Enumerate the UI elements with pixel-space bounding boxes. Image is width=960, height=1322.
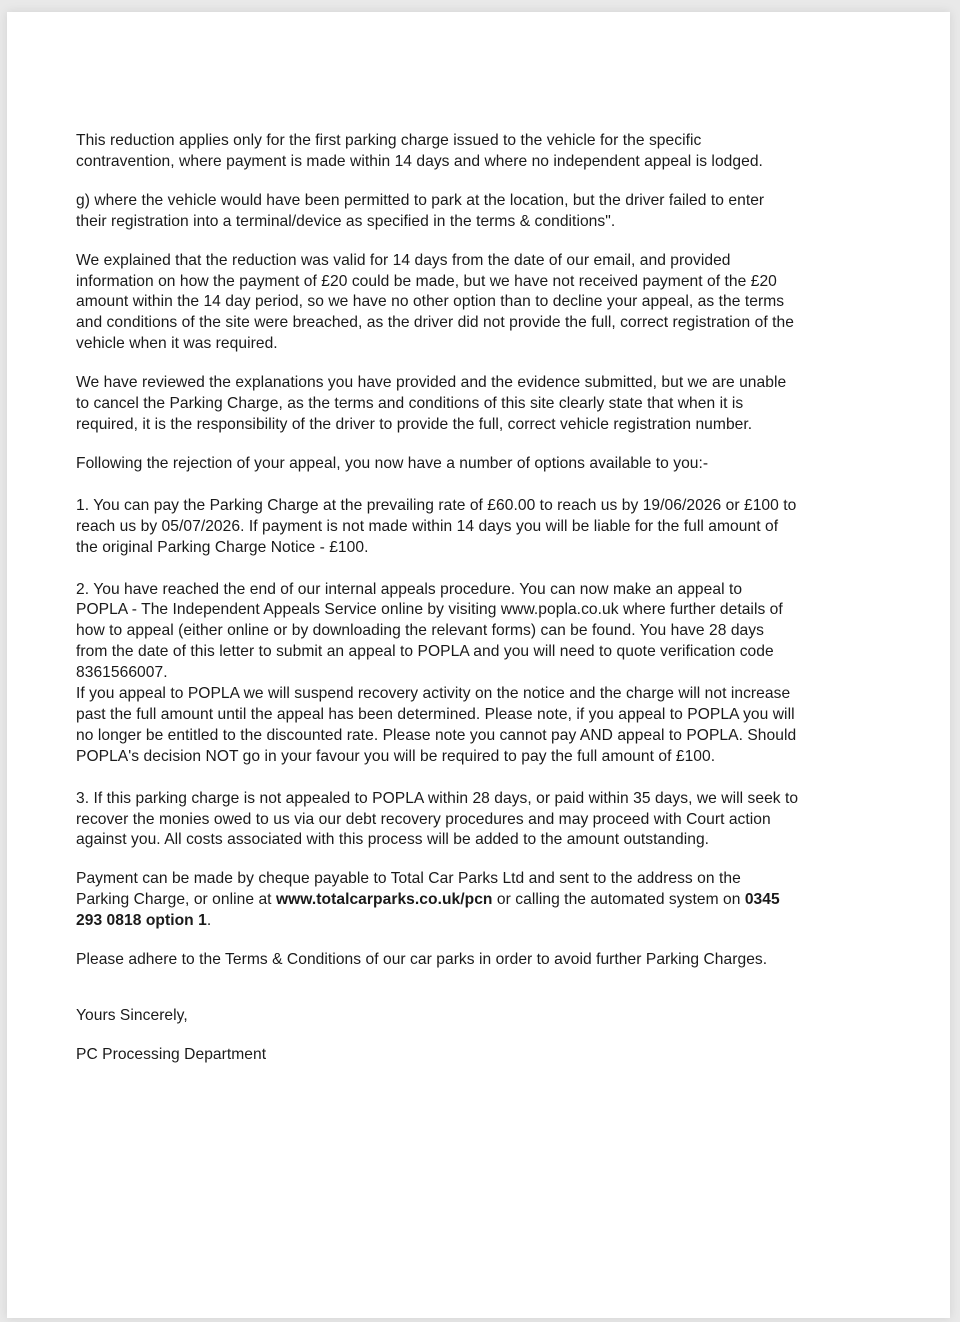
reduction-explanation-paragraph: We explained that the reduction was valid for 14 days from the date of our email, and provided information on how the payment of £20 could be made, but we have not received payment of the £20 amount within the 14 day period, so we have no other option than to decline your appeal, as the terms and conditions of the site were breached, as the driver did not provide the full, correct registration of the vehicle when it was required.	[76, 251, 794, 353]
clause-g-paragraph: g) where the vehicle would have been permitted to park at the location, but the driver failed to enter their registration into a terminal/device as specified in the terms & conditions".	[76, 191, 765, 230]
closing-line: Yours Sincerely,	[76, 1007, 188, 1024]
payment-intro-text: Payment can be made by cheque payable to Total Car Parks Ltd and sent to the address on the Parking Charge, or online at	[76, 870, 741, 909]
letter-body	[76, 131, 892, 1084]
department-signature: PC Processing Department	[76, 1045, 267, 1063]
option-2-paragraph: 2. You have reached the end of our internal appeals procedure. You can now make an appeal to POPLA - The Independent Appeals Service online by visiting www.popla.co.uk where further details of how to appeal (either online or by downloading the relevant forms) can be found. You have 28 days from the date of this letter to submit an appeal to POPLA and you will need to quote verification code 8361566007.	[76, 580, 783, 682]
payment-paragraph	[76, 869, 892, 932]
payment-end-text: .	[206, 912, 212, 930]
signoff-block	[76, 1006, 892, 1066]
payment-phone-number: 0345 293 0818 option 1	[76, 891, 780, 930]
options-intro-paragraph: Following the rejection of your appeal, you now have a number of options available to you:-	[76, 454, 709, 472]
letter-page	[7, 12, 950, 1318]
payment-mid-text: or calling the automated system on	[492, 891, 745, 909]
adhere-paragraph: Please adhere to the Terms & Conditions of our car parks in order to avoid further Parking Charges.	[76, 951, 768, 969]
payment-url-link[interactable]: www.totalcarparks.co.uk/pcn	[275, 891, 493, 909]
reduction-paragraph: This reduction applies only for the first parking charge issued to the vehicle for the specific contravention, where payment is made within 14 days and where no independent appeal is lodged.	[76, 132, 763, 170]
option-3-paragraph: 3. If this parking charge is not appealed to POPLA within 28 days, or paid within 35 days, we will seek to recover the monies owed to us via our debt recovery procedures and may proceed with Court action against you. All costs associated with this process will be added to the amount outstanding.	[76, 789, 799, 849]
popla-suspension-paragraph: If you appeal to POPLA we will suspend recovery activity on the notice and the charge will not increase past the full amount until the appeal has been determined. Please note, if you appeal to POPLA you will no longer be entitled to the discounted rate. Please note you cannot pay AND appeal to POPLA. Should POPLA's decision NOT go in your favour you will be required to pay the full amount of £100.	[76, 685, 797, 765]
option-1-paragraph: 1. You can pay the Parking Charge at the prevailing rate of £60.00 to reach us by 19/06/2026 or £100 to reach us by 05/07/2026. If payment is not made within 14 days you will be liable for the full amount of the original Parking Charge Notice - £100.	[76, 496, 797, 556]
review-paragraph: We have reviewed the explanations you have provided and the evidence submitted, but we are unable to cancel the Parking Charge, as the terms and conditions of this site clearly state that when it is required, it is the responsibility of the driver to provide the full, correct vehicle registration number.	[76, 374, 787, 433]
